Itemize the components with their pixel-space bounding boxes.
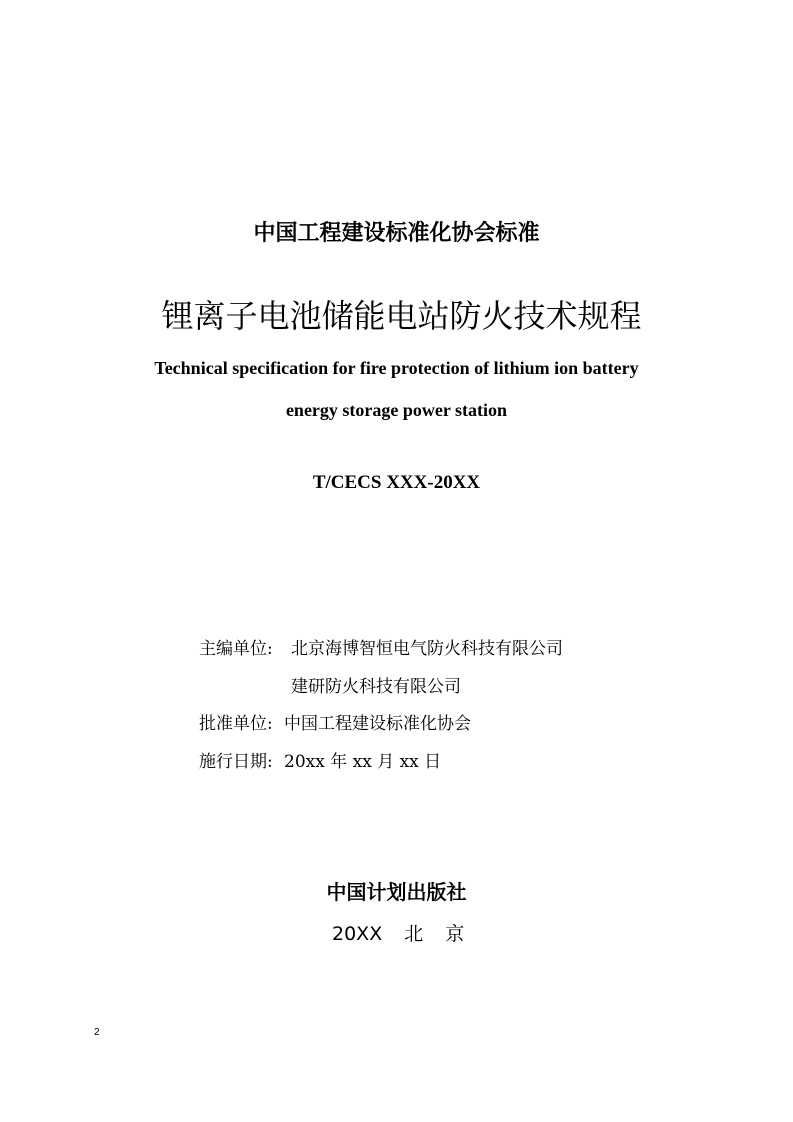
document-title-en-line-2: energy storage power station <box>285 400 508 420</box>
effective-date: 20xx 年 xx 月 xx 日 <box>284 752 442 772</box>
document-title-en-line-1: Technical specification for fire protection of lithium ion battery <box>154 358 639 378</box>
association-standard-heading: 中国工程建设标准化协会标准 <box>253 221 540 246</box>
document-title-zh: 锂离子电池储能电站防火技术规程 <box>161 297 642 335</box>
standard-code: T/CECS XXX-20XX <box>312 472 481 493</box>
publication-year-place <box>332 920 464 948</box>
approval-label: 批准单位: <box>199 714 273 734</box>
effective-date-label: 施行日期: <box>199 752 273 772</box>
approval-unit: 中国工程建设标准化协会 <box>284 714 471 734</box>
editor-unit-2: 建研防火科技有限公司 <box>291 677 461 697</box>
editor-label: 主编单位: <box>199 639 273 659</box>
publication-year: 20XX <box>332 923 383 945</box>
editor-unit-1: 北京海博智恒电气防火科技有限公司 <box>291 639 563 659</box>
publication-city-char-2: 京 <box>445 923 465 945</box>
publication-city-char-1: 北 <box>404 923 424 945</box>
publisher-name: 中国计划出版社 <box>326 880 467 904</box>
page-number: 2 <box>94 1027 100 1038</box>
